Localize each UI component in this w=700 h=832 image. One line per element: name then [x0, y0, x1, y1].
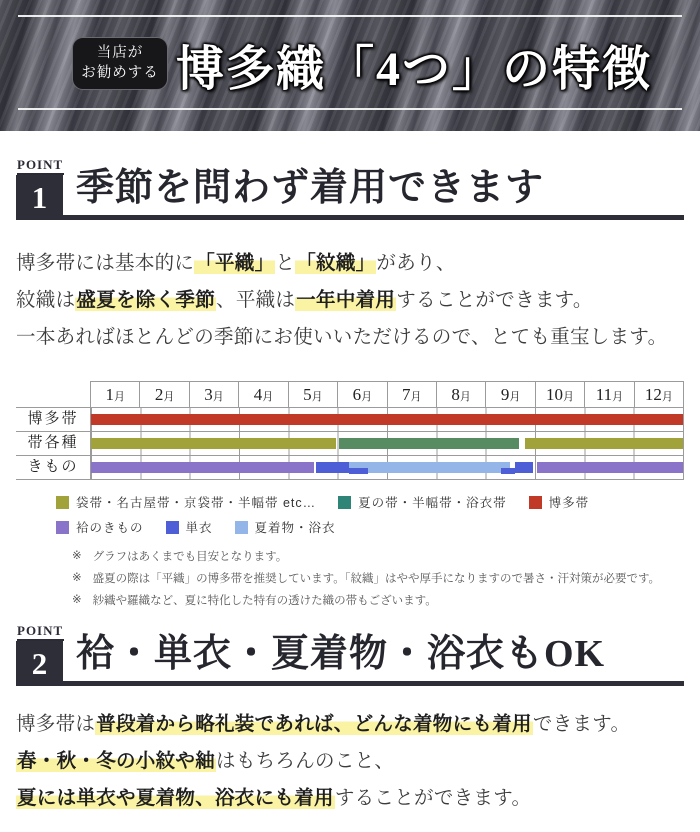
month-label: 7月 [387, 382, 436, 407]
legend-swatch [235, 521, 248, 534]
plain-text: することができます。 [396, 289, 593, 311]
plain-text: があり、 [376, 252, 456, 274]
note-text: 紗織や羅織など、夏に特化した特有の透けた織の帯もございます。 [92, 595, 437, 607]
legend-swatch [166, 521, 179, 534]
gantt-bar [91, 462, 314, 473]
point-word: POINT [17, 623, 64, 641]
month-label: 12月 [634, 382, 684, 407]
note-line [72, 548, 700, 564]
legend-label: 博多帯 [548, 496, 590, 510]
point2-badge [16, 623, 63, 686]
gantt-row [16, 432, 684, 456]
paragraph-line [16, 323, 684, 351]
point1-header [16, 157, 684, 220]
gantt-month-header [16, 381, 684, 408]
legend-label: 単衣 [185, 521, 213, 535]
chart-notes [72, 548, 700, 608]
point2-number: 2 [16, 641, 63, 686]
gantt-bar [339, 438, 519, 449]
plain-text: 一本あればほとんどの季節にお使いいただけるので、とても重宝します。 [16, 326, 668, 348]
month-label: 6月 [337, 382, 386, 407]
note-text: 盛夏の際は「平織」の博多帯を推奨しています。「紋織」はやや厚手になりますので暑さ・汗対策が必要です。 [92, 573, 661, 585]
highlighted-text: 一年中着用 [296, 289, 396, 311]
paragraph-line [16, 286, 684, 314]
highlighted-text: 春・秋・冬の小紋や紬 [17, 750, 216, 772]
legend-item [56, 493, 316, 511]
highlighted-text: 普段着から略礼装であれば、どんな着物にも着用 [96, 713, 532, 735]
note-line [72, 592, 700, 608]
month-label: 5月 [288, 382, 337, 407]
month-label: 8月 [436, 382, 485, 407]
paragraph-line [16, 710, 684, 738]
chart-legend [56, 493, 700, 536]
legend-item [529, 493, 590, 511]
gantt-track [90, 456, 684, 479]
legend-swatch [338, 496, 351, 509]
gantt-track [90, 408, 684, 431]
gantt-row-label: 帯各種 [27, 435, 79, 451]
legend-swatch [56, 521, 69, 534]
highlighted-text: 夏には単衣や夏着物、浴衣にも着用 [17, 787, 334, 809]
legend-item [235, 518, 336, 536]
gantt-bar [91, 414, 683, 425]
legend-item [338, 493, 507, 511]
legend-item [166, 518, 213, 536]
header-rule-bottom [18, 108, 682, 110]
shop-recommend-badge [72, 37, 168, 90]
paragraph-line [16, 249, 684, 277]
month-label: 11月 [584, 382, 633, 407]
gantt-bar [501, 468, 515, 474]
month-label: 10月 [535, 382, 584, 407]
point-word: POINT [17, 157, 64, 175]
gantt-bar [316, 462, 348, 473]
legend-label: 袷のきもの [76, 521, 144, 535]
point2-heading: 袷・単衣・夏着物・浴衣もOK [76, 633, 606, 676]
note-text: グラフはあくまでも目安となります。 [92, 551, 288, 563]
plain-text: はもちろんのこと、 [216, 750, 395, 772]
legend-swatch [56, 496, 69, 509]
badge-line2: お勧めする [81, 64, 159, 81]
plain-text: 、平織は [216, 289, 296, 311]
month-label: 9月 [485, 382, 534, 407]
note-line [72, 570, 700, 586]
highlighted-text: 盛夏を除く季節 [76, 289, 216, 311]
point2-paragraph [16, 710, 684, 812]
legend-row [56, 518, 700, 536]
plain-text: 紋織は [16, 289, 76, 311]
gantt-bar [537, 462, 683, 473]
point1-paragraph [16, 249, 684, 351]
month-label: 4月 [238, 382, 287, 407]
month-label: 3月 [189, 382, 238, 407]
gantt-months [90, 381, 684, 407]
point2-underline [63, 634, 684, 686]
season-gantt-chart [16, 381, 684, 480]
legend-item [56, 518, 144, 536]
gantt-bar [349, 468, 369, 474]
plain-text: と [275, 252, 296, 274]
legend-label: 夏の帯・半幅帯・浴衣帯 [358, 496, 507, 510]
page-title: 博多織「4つ」の特徴 [176, 43, 653, 96]
paragraph-line [16, 784, 684, 812]
gantt-bar [525, 438, 683, 449]
header-rule-top [18, 15, 682, 17]
legend-label: 袋帯・名古屋帯・京袋帯・半幅帯 etc… [76, 496, 317, 510]
highlighted-text: 「平織」 [195, 252, 275, 274]
highlighted-text: 「紋織」 [296, 252, 376, 274]
badge-line1: 当店が [96, 44, 144, 61]
note-mark: ※ [72, 594, 82, 606]
paragraph-line [16, 747, 684, 775]
legend-swatch [529, 496, 542, 509]
note-mark: ※ [72, 572, 82, 584]
gantt-track [90, 432, 684, 455]
gantt-row [16, 408, 684, 432]
gantt-bar [515, 462, 532, 473]
header-banner [0, 0, 700, 131]
plain-text: 博多帯には基本的に [16, 252, 195, 274]
point2-header [16, 623, 684, 686]
point1-number: 1 [16, 175, 63, 220]
month-label: 1月 [90, 382, 139, 407]
gantt-bar [91, 438, 336, 449]
plain-text: できます。 [532, 713, 631, 735]
gantt-row-label: きもの [27, 459, 79, 475]
plain-text: 博多帯は [16, 713, 96, 735]
plain-text: することができます。 [334, 787, 532, 809]
gantt-row [16, 456, 684, 479]
legend-label: 夏着物・浴衣 [254, 521, 336, 535]
point1-underline [63, 168, 684, 220]
point1-badge [16, 157, 63, 220]
note-mark: ※ [72, 550, 82, 562]
point1-heading: 季節を問わず着用できます [76, 167, 545, 210]
gantt-bar [348, 462, 511, 473]
gantt-label-column-spacer [16, 381, 90, 407]
legend-row [56, 493, 700, 511]
month-label: 2月 [139, 382, 188, 407]
gantt-row-label: 博多帯 [27, 411, 79, 427]
gantt-rows [16, 408, 684, 479]
